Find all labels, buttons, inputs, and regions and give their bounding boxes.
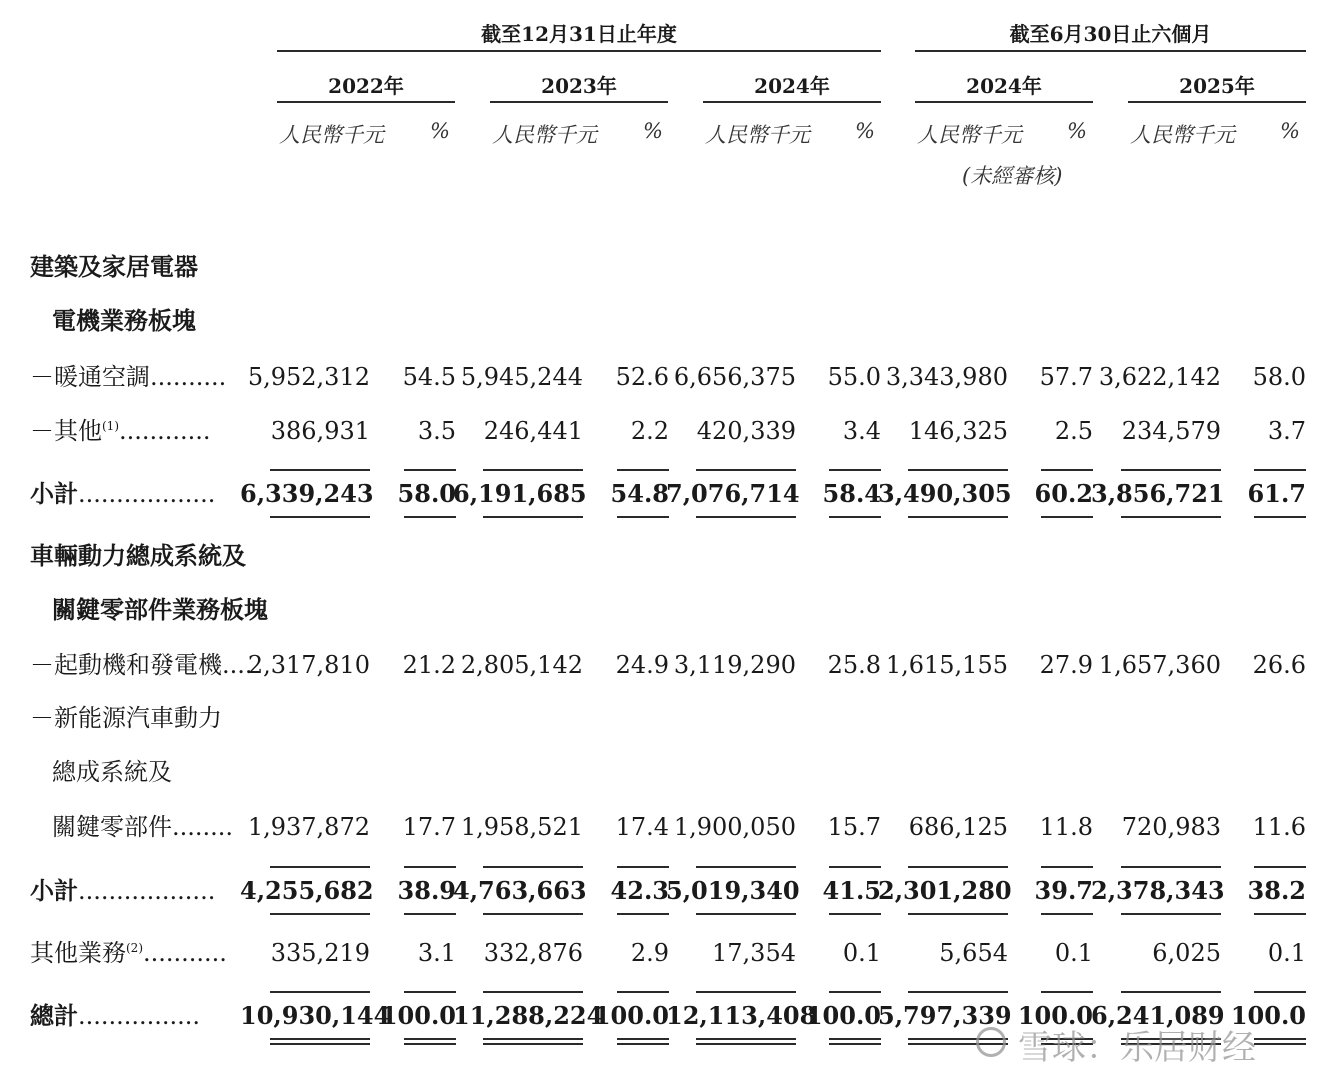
amount-cell: 2,317,810	[247, 651, 370, 679]
year-rule	[490, 101, 668, 103]
watermark-text: 雪球：乐居财经	[1018, 1028, 1256, 1068]
cell-bottom-rule	[270, 1038, 370, 1040]
row-label	[52, 306, 196, 336]
row-label	[52, 757, 172, 787]
percent-cell: 58.0	[397, 479, 456, 508]
percent-cell: 3.5	[417, 417, 456, 445]
unaudited-note: (未經審核)	[962, 164, 1063, 188]
cell-bottom-rule	[1254, 1038, 1306, 1040]
percent-unit-label: %	[1067, 119, 1087, 143]
amount-cell: 234,579	[1121, 417, 1221, 445]
row-label-text: 車輛動力總成系統及	[30, 541, 246, 570]
amount-cell: 146,325	[908, 417, 1008, 445]
year-rule	[277, 101, 455, 103]
cell-top-rule	[270, 469, 370, 471]
amount-cell: 7,076,714	[666, 479, 800, 508]
cell-bottom-rule	[829, 1038, 881, 1040]
percent-unit-label: %	[1280, 119, 1300, 143]
percent-cell: 0.1	[1267, 939, 1306, 967]
cell-bottom-rule	[696, 1038, 796, 1040]
year-heading: 2023年	[541, 74, 617, 98]
row-label-text: 小計	[30, 479, 78, 508]
cell-bottom-rule	[696, 913, 796, 915]
leader-dots: ..........	[150, 363, 227, 391]
percent-cell: 15.7	[827, 813, 881, 841]
percent-cell: 27.9	[1039, 651, 1093, 679]
percent-cell: 3.4	[842, 417, 881, 445]
row-label-text: 電機業務板塊	[52, 306, 196, 335]
cell-top-rule	[696, 866, 796, 868]
cell-bottom-rule	[617, 1038, 669, 1040]
cell-top-rule	[270, 991, 370, 993]
row-label	[52, 812, 233, 842]
cell-top-rule	[1121, 866, 1221, 868]
cell-top-rule	[1041, 469, 1093, 471]
cell-bottom-rule	[617, 913, 669, 915]
percent-cell: 57.7	[1039, 363, 1093, 391]
amount-cell: 10,930,144	[240, 1001, 391, 1030]
amount-cell: 3,856,721	[1091, 479, 1225, 508]
cell-bottom-rule	[617, 516, 669, 518]
period-annual-rule	[277, 50, 881, 52]
amount-cell: 332,876	[483, 939, 583, 967]
year-heading: 2024年	[754, 74, 830, 98]
cell-bottom-rule	[829, 913, 881, 915]
cell-top-rule	[1121, 469, 1221, 471]
row-label-text: －暖通空調	[30, 363, 150, 391]
amount-cell: 1,900,050	[673, 813, 796, 841]
percent-cell: 3.1	[417, 939, 456, 967]
percent-cell: 3.7	[1267, 417, 1306, 445]
footnote-marker: (1)	[102, 419, 119, 433]
leader-dots: ........	[172, 813, 234, 841]
cell-top-rule	[908, 866, 1008, 868]
cell-bottom-rule	[908, 913, 1008, 915]
cell-bottom-rule	[483, 1038, 583, 1040]
cell-top-rule	[829, 866, 881, 868]
percent-cell: 24.9	[615, 651, 669, 679]
cell-top-rule	[270, 866, 370, 868]
row-label-text: －其他	[30, 417, 102, 445]
amount-cell: 720,983	[1121, 813, 1221, 841]
leader-dots: ..................	[78, 480, 216, 508]
cell-bottom-rule	[696, 516, 796, 518]
cell-top-rule	[696, 991, 796, 993]
row-label-text: 關鍵零部件業務板塊	[52, 595, 268, 624]
cell-top-rule	[1254, 991, 1306, 993]
row-label-text: 關鍵零部件	[52, 813, 172, 841]
percent-cell: 61.7	[1247, 479, 1306, 508]
amount-cell: 686,125	[908, 813, 1008, 841]
row-label	[52, 595, 268, 625]
percent-cell: 0.1	[842, 939, 881, 967]
row-label	[30, 938, 227, 968]
cell-double-rule	[696, 1043, 796, 1045]
cell-bottom-rule	[404, 1038, 456, 1040]
row-label	[30, 416, 211, 446]
cell-top-rule	[617, 469, 669, 471]
percent-cell: 17.7	[402, 813, 456, 841]
percent-cell: 58.4	[822, 479, 881, 508]
amount-cell: 3,343,980	[885, 363, 1008, 391]
currency-unit-label: 人民幣千元	[917, 123, 1022, 147]
percent-cell: 55.0	[827, 363, 881, 391]
cell-top-rule	[404, 991, 456, 993]
amount-cell: 6,191,685	[453, 479, 587, 508]
cell-top-rule	[404, 469, 456, 471]
amount-cell: 3,622,142	[1098, 363, 1221, 391]
year-rule	[1128, 101, 1306, 103]
percent-cell: 0.1	[1054, 939, 1093, 967]
cell-top-rule	[483, 991, 583, 993]
amount-cell: 2,805,142	[460, 651, 583, 679]
cell-top-rule	[1254, 866, 1306, 868]
cell-top-rule	[696, 469, 796, 471]
percent-cell: 2.2	[630, 417, 669, 445]
cell-top-rule	[1121, 991, 1221, 993]
cell-top-rule	[483, 469, 583, 471]
row-label	[30, 541, 246, 571]
cell-top-rule	[1041, 866, 1093, 868]
period-interim-heading: 截至6月30日止六個月	[1009, 22, 1212, 46]
currency-unit-label: 人民幣千元	[492, 123, 597, 147]
percent-cell: 11.8	[1039, 813, 1093, 841]
amount-cell: 6,339,243	[240, 479, 374, 508]
row-label-text: －起動機和發電機	[30, 651, 222, 679]
amount-cell: 2,378,343	[1091, 876, 1225, 905]
percent-cell: 60.2	[1034, 479, 1093, 508]
amount-cell: 12,113,408	[666, 1001, 817, 1030]
percent-cell: 41.5	[822, 876, 881, 905]
currency-unit-label: 人民幣千元	[705, 123, 810, 147]
percent-cell: 11.6	[1252, 813, 1306, 841]
cell-top-rule	[1041, 991, 1093, 993]
amount-cell: 5,654	[939, 939, 1008, 967]
amount-cell: 3,119,290	[673, 651, 796, 679]
amount-cell: 1,615,155	[885, 651, 1008, 679]
percent-cell: 100.0	[1017, 1001, 1093, 1030]
percent-cell: 54.8	[610, 479, 669, 508]
row-label-text: 其他業務	[30, 939, 126, 967]
currency-unit-label: 人民幣千元	[1130, 123, 1235, 147]
row-label-text: －新能源汽車動力	[30, 704, 222, 732]
cell-bottom-rule	[829, 516, 881, 518]
percent-cell: 21.2	[402, 651, 456, 679]
percent-unit-label: %	[643, 119, 663, 143]
cell-bottom-rule	[404, 913, 456, 915]
snowball-logo-icon	[976, 1027, 1006, 1057]
percent-cell: 100.0	[805, 1001, 881, 1030]
year-rule	[703, 101, 881, 103]
cell-bottom-rule	[1254, 913, 1306, 915]
cell-top-rule	[908, 469, 1008, 471]
amount-cell: 4,255,682	[240, 876, 374, 905]
period-annual-heading: 截至12月31日止年度	[481, 22, 677, 46]
cell-bottom-rule	[1254, 516, 1306, 518]
percent-cell: 42.3	[610, 876, 669, 905]
cell-bottom-rule	[270, 516, 370, 518]
cell-bottom-rule	[1041, 913, 1093, 915]
amount-cell: 386,931	[270, 417, 370, 445]
amount-cell: 5,952,312	[247, 363, 370, 391]
amount-cell: 1,937,872	[247, 813, 370, 841]
leader-dots: ................	[78, 1002, 201, 1030]
leader-dots: ..................	[78, 877, 216, 905]
leader-dots: ....	[222, 651, 253, 679]
cell-bottom-rule	[1121, 516, 1221, 518]
amount-cell: 4,763,663	[453, 876, 587, 905]
row-label	[30, 252, 198, 282]
percent-unit-label: %	[430, 119, 450, 143]
amount-cell: 420,339	[696, 417, 796, 445]
cell-double-rule	[483, 1043, 583, 1045]
percent-cell: 2.5	[1054, 417, 1093, 445]
amount-cell: 6,656,375	[673, 363, 796, 391]
percent-cell: 100.0	[593, 1001, 669, 1030]
amount-cell: 5,019,340	[666, 876, 800, 905]
percent-cell: 38.9	[397, 876, 456, 905]
year-rule	[915, 101, 1093, 103]
row-label-text: 總計	[30, 1001, 78, 1030]
row-label	[30, 876, 215, 906]
cell-double-rule	[270, 1043, 370, 1045]
cell-bottom-rule	[483, 913, 583, 915]
amount-cell: 1,958,521	[460, 813, 583, 841]
row-label	[30, 1001, 200, 1031]
cell-top-rule	[404, 866, 456, 868]
cell-double-rule	[404, 1043, 456, 1045]
percent-cell: 100.0	[1230, 1001, 1306, 1030]
cell-double-rule	[829, 1043, 881, 1045]
year-heading: 2024年	[966, 74, 1042, 98]
period-interim-rule	[915, 50, 1306, 52]
cell-bottom-rule	[483, 516, 583, 518]
cell-double-rule	[617, 1043, 669, 1045]
amount-cell: 5,797,339	[878, 1001, 1012, 1030]
cell-bottom-rule	[404, 516, 456, 518]
row-label	[30, 479, 215, 509]
cell-top-rule	[617, 991, 669, 993]
percent-cell: 38.2	[1247, 876, 1306, 905]
amount-cell: 2,301,280	[878, 876, 1012, 905]
percent-cell: 25.8	[827, 651, 881, 679]
row-label	[30, 703, 222, 733]
cell-bottom-rule	[1121, 913, 1221, 915]
amount-cell: 6,025	[1152, 939, 1221, 967]
row-label-text: 建築及家居電器	[30, 252, 198, 281]
cell-top-rule	[908, 991, 1008, 993]
row-label-text: 總成系統及	[52, 758, 172, 786]
amount-cell: 6,241,089	[1091, 1001, 1225, 1030]
percent-unit-label: %	[855, 119, 875, 143]
percent-cell: 39.7	[1034, 876, 1093, 905]
row-label-text: 小計	[30, 876, 78, 905]
currency-unit-label: 人民幣千元	[279, 123, 384, 147]
year-heading: 2025年	[1179, 74, 1255, 98]
cell-double-rule	[1254, 1043, 1306, 1045]
cell-top-rule	[1254, 469, 1306, 471]
amount-cell: 246,441	[483, 417, 583, 445]
cell-bottom-rule	[1041, 516, 1093, 518]
percent-cell: 58.0	[1252, 363, 1306, 391]
cell-top-rule	[829, 991, 881, 993]
cell-top-rule	[617, 866, 669, 868]
amount-cell: 335,219	[270, 939, 370, 967]
cell-top-rule	[483, 866, 583, 868]
leader-dots: ............	[119, 417, 211, 445]
row-label	[30, 650, 253, 680]
leader-dots: ...........	[143, 939, 227, 967]
amount-cell: 5,945,244	[460, 363, 583, 391]
percent-cell: 17.4	[615, 813, 669, 841]
percent-cell: 26.6	[1252, 651, 1306, 679]
row-label	[30, 362, 226, 392]
footnote-marker: (2)	[126, 941, 143, 955]
amount-cell: 1,657,360	[1098, 651, 1221, 679]
year-heading: 2022年	[328, 74, 404, 98]
percent-cell: 100.0	[380, 1001, 456, 1030]
percent-cell: 54.5	[402, 363, 456, 391]
cell-top-rule	[829, 469, 881, 471]
amount-cell: 3,490,305	[878, 479, 1012, 508]
percent-cell: 2.9	[630, 939, 669, 967]
amount-cell: 17,354	[712, 939, 796, 967]
percent-cell: 52.6	[615, 363, 669, 391]
amount-cell: 11,288,224	[453, 1001, 604, 1030]
cell-bottom-rule	[270, 913, 370, 915]
cell-bottom-rule	[908, 516, 1008, 518]
